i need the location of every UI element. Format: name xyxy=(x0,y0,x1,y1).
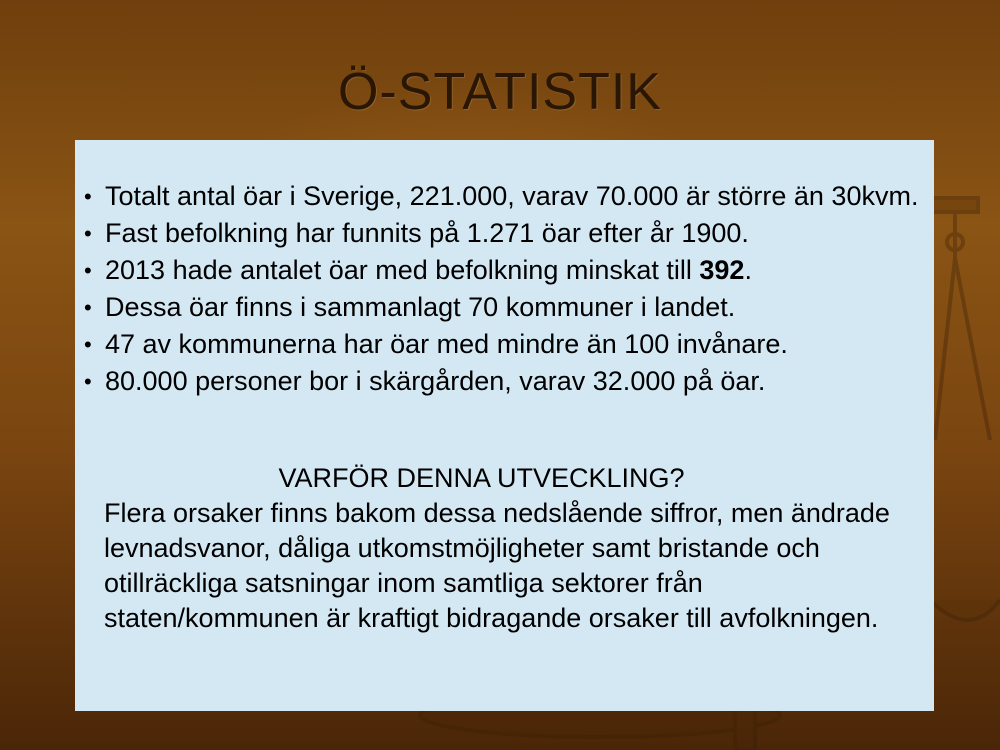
content-box xyxy=(75,140,934,711)
bullet-text-suffix: . xyxy=(744,255,752,285)
bullet-text: 2013 hade antalet öar med befolkning minskat till xyxy=(105,255,700,285)
list-item xyxy=(83,327,923,362)
bullet-text: Totalt antal öar i Sverige, 221.000, varav 70.000 är större än 30kvm. xyxy=(105,181,919,211)
list-item xyxy=(83,290,923,325)
bullet-icon: • xyxy=(84,295,92,320)
bullet-text: Fast befolkning har funnits på 1.271 öar efter år 1900. xyxy=(105,218,749,248)
list-item xyxy=(83,216,923,251)
bullet-text: Dessa öar finns i sammanlagt 70 kommuner i landet. xyxy=(105,292,736,322)
bullet-text: 80.000 personer bor i skärgården, varav 32.000 på öar. xyxy=(105,366,766,396)
section-heading: VARFÖR DENNA UTVECKLING? xyxy=(278,463,685,493)
slide-title: Ö-STATISTIK xyxy=(338,63,662,121)
list-item xyxy=(83,179,923,214)
list-item xyxy=(83,253,923,288)
bullet-icon: • xyxy=(84,332,92,357)
bullet-icon: • xyxy=(84,184,92,209)
bullet-list xyxy=(83,179,923,401)
bullet-icon: • xyxy=(84,258,92,283)
bullet-icon: • xyxy=(84,221,92,246)
bullet-icon: • xyxy=(84,369,92,394)
explanation-paragraph: Flera orsaker finns bakom dessa nedslående siffror, men ändrade levnadsvanor, dåliga utkomstmöjligheter samt bristande och otillräckliga satsningar inom samtliga sektorer från staten/kommunen är kraftigt bidragande orsaker till avfolkningen. xyxy=(104,498,890,633)
bullet-text: 47 av kommunerna har öar med mindre än 100 invånare. xyxy=(105,329,788,359)
list-item xyxy=(83,364,923,399)
bullet-bold-value: 392 xyxy=(699,255,745,285)
